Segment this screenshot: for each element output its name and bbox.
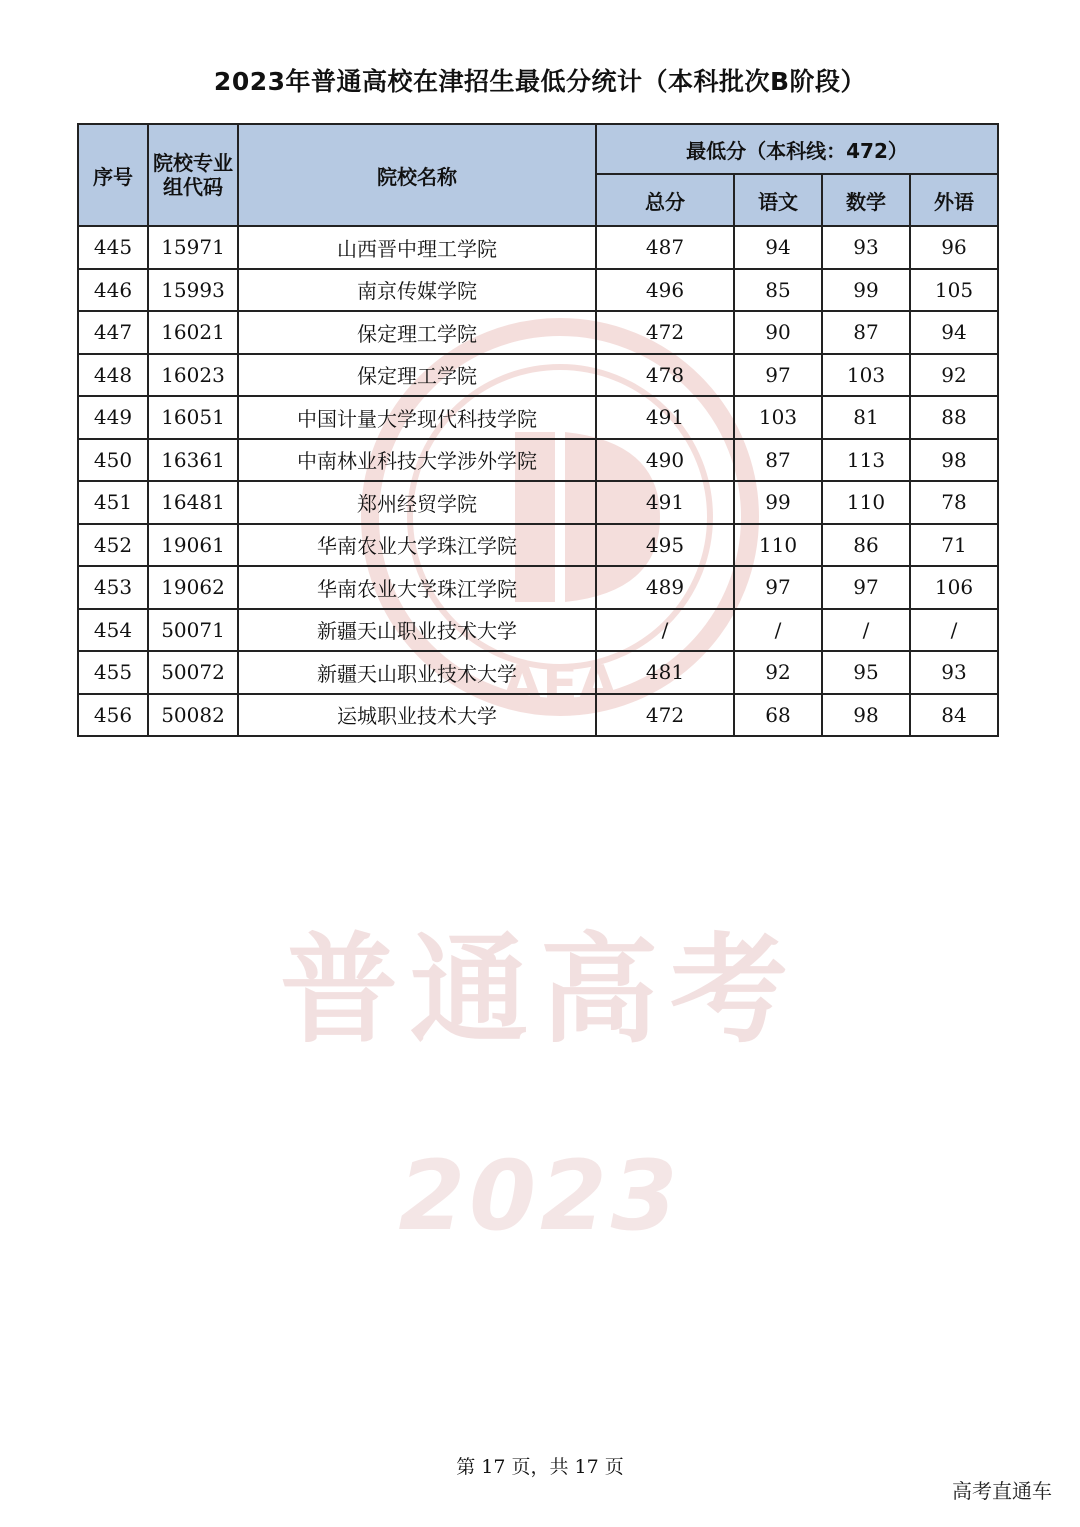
cell-foreign: 106 [910, 566, 998, 609]
table-row [78, 481, 998, 524]
cell-name: 中国计量大学现代科技学院 [238, 396, 596, 439]
header-total: 总分 [596, 174, 734, 226]
cell-code: 15971 [148, 226, 238, 269]
cell-chinese: 90 [734, 311, 822, 354]
cell-code: 50082 [148, 694, 238, 737]
table-row [78, 524, 998, 567]
cell-math: 98 [822, 694, 910, 737]
cell-foreign: 94 [910, 311, 998, 354]
cell-math: 103 [822, 354, 910, 397]
cell-seq: 449 [78, 396, 148, 439]
cell-chinese: 87 [734, 439, 822, 482]
cell-math: / [822, 609, 910, 652]
cell-name: 保定理工学院 [238, 311, 596, 354]
cell-total: 491 [596, 396, 734, 439]
header-name: 院校名称 [238, 124, 596, 226]
cell-math: 87 [822, 311, 910, 354]
cell-math: 81 [822, 396, 910, 439]
cell-chinese: 99 [734, 481, 822, 524]
cell-seq: 454 [78, 609, 148, 652]
cell-chinese: 103 [734, 396, 822, 439]
cell-seq: 446 [78, 269, 148, 312]
table-row [78, 439, 998, 482]
cell-foreign: 93 [910, 651, 998, 694]
header-seq: 序号 [78, 124, 148, 226]
cell-foreign: / [910, 609, 998, 652]
cell-name: 华南农业大学珠江学院 [238, 524, 596, 567]
cell-total: 495 [596, 524, 734, 567]
page-footer: 第 17 页，共 17 页 [456, 1456, 624, 1478]
cell-foreign: 98 [910, 439, 998, 482]
watermark-main-text: 普通高考 [279, 921, 800, 1059]
cell-seq: 451 [78, 481, 148, 524]
cell-foreign: 88 [910, 396, 998, 439]
cell-total: 496 [596, 269, 734, 312]
cell-name: 运城职业技术大学 [238, 694, 596, 737]
cell-math: 110 [822, 481, 910, 524]
cell-chinese: / [734, 609, 822, 652]
cell-name: 新疆天山职业技术大学 [238, 609, 596, 652]
cell-chinese: 92 [734, 651, 822, 694]
cell-name: 山西晋中理工学院 [238, 226, 596, 269]
cell-foreign: 105 [910, 269, 998, 312]
cell-code: 19061 [148, 524, 238, 567]
cell-code: 16361 [148, 439, 238, 482]
cell-code: 16021 [148, 311, 238, 354]
cell-name: 新疆天山职业技术大学 [238, 651, 596, 694]
cell-seq: 448 [78, 354, 148, 397]
cell-code: 50071 [148, 609, 238, 652]
cell-total: 490 [596, 439, 734, 482]
cell-code: 15993 [148, 269, 238, 312]
cell-chinese: 68 [734, 694, 822, 737]
cell-name: 南京传媒学院 [238, 269, 596, 312]
cell-seq: 455 [78, 651, 148, 694]
score-table [77, 123, 999, 737]
cell-total: / [596, 609, 734, 652]
table-row [78, 269, 998, 312]
cell-math: 95 [822, 651, 910, 694]
cell-seq: 447 [78, 311, 148, 354]
cell-foreign: 71 [910, 524, 998, 567]
cell-total: 481 [596, 651, 734, 694]
cell-seq: 452 [78, 524, 148, 567]
cell-name: 郑州经贸学院 [238, 481, 596, 524]
cell-total: 472 [596, 694, 734, 737]
cell-chinese: 97 [734, 566, 822, 609]
header-foreign: 外语 [910, 174, 998, 226]
cell-name: 华南农业大学珠江学院 [238, 566, 596, 609]
cell-math: 99 [822, 269, 910, 312]
cell-total: 478 [596, 354, 734, 397]
cell-code: 16023 [148, 354, 238, 397]
cell-total: 489 [596, 566, 734, 609]
cell-chinese: 97 [734, 354, 822, 397]
watermark-year-text: 2023 [398, 1140, 682, 1252]
header-min-score: 最低分（本科线：472） [596, 124, 998, 174]
table-row [78, 609, 998, 652]
header-chinese: 语文 [734, 174, 822, 226]
cell-math: 86 [822, 524, 910, 567]
brand-label: 高考直通车 [952, 1479, 1052, 1503]
cell-code: 19062 [148, 566, 238, 609]
seal-logo-text: AEA [501, 655, 619, 715]
cell-total: 472 [596, 311, 734, 354]
cell-chinese: 85 [734, 269, 822, 312]
table-row [78, 311, 998, 354]
cell-foreign: 96 [910, 226, 998, 269]
header-math: 数学 [822, 174, 910, 226]
table-row [78, 651, 998, 694]
cell-chinese: 94 [734, 226, 822, 269]
cell-code: 50072 [148, 651, 238, 694]
table-row [78, 566, 998, 609]
table-row [78, 694, 998, 737]
cell-seq: 456 [78, 694, 148, 737]
page-title: 2023年普通高校在津招生最低分统计（本科批次B阶段） [213, 67, 867, 96]
cell-code: 16481 [148, 481, 238, 524]
table-row [78, 396, 998, 439]
cell-seq: 450 [78, 439, 148, 482]
cell-seq: 453 [78, 566, 148, 609]
cell-math: 113 [822, 439, 910, 482]
table-row [78, 354, 998, 397]
cell-foreign: 84 [910, 694, 998, 737]
cell-seq: 445 [78, 226, 148, 269]
cell-chinese: 110 [734, 524, 822, 567]
cell-name: 保定理工学院 [238, 354, 596, 397]
cell-total: 487 [596, 226, 734, 269]
cell-foreign: 78 [910, 481, 998, 524]
table-row [78, 226, 998, 269]
cell-name: 中南林业科技大学涉外学院 [238, 439, 596, 482]
cell-total: 491 [596, 481, 734, 524]
cell-code: 16051 [148, 396, 238, 439]
cell-math: 97 [822, 566, 910, 609]
cell-math: 93 [822, 226, 910, 269]
cell-foreign: 92 [910, 354, 998, 397]
header-code: 院校专业组代码 [148, 124, 238, 226]
